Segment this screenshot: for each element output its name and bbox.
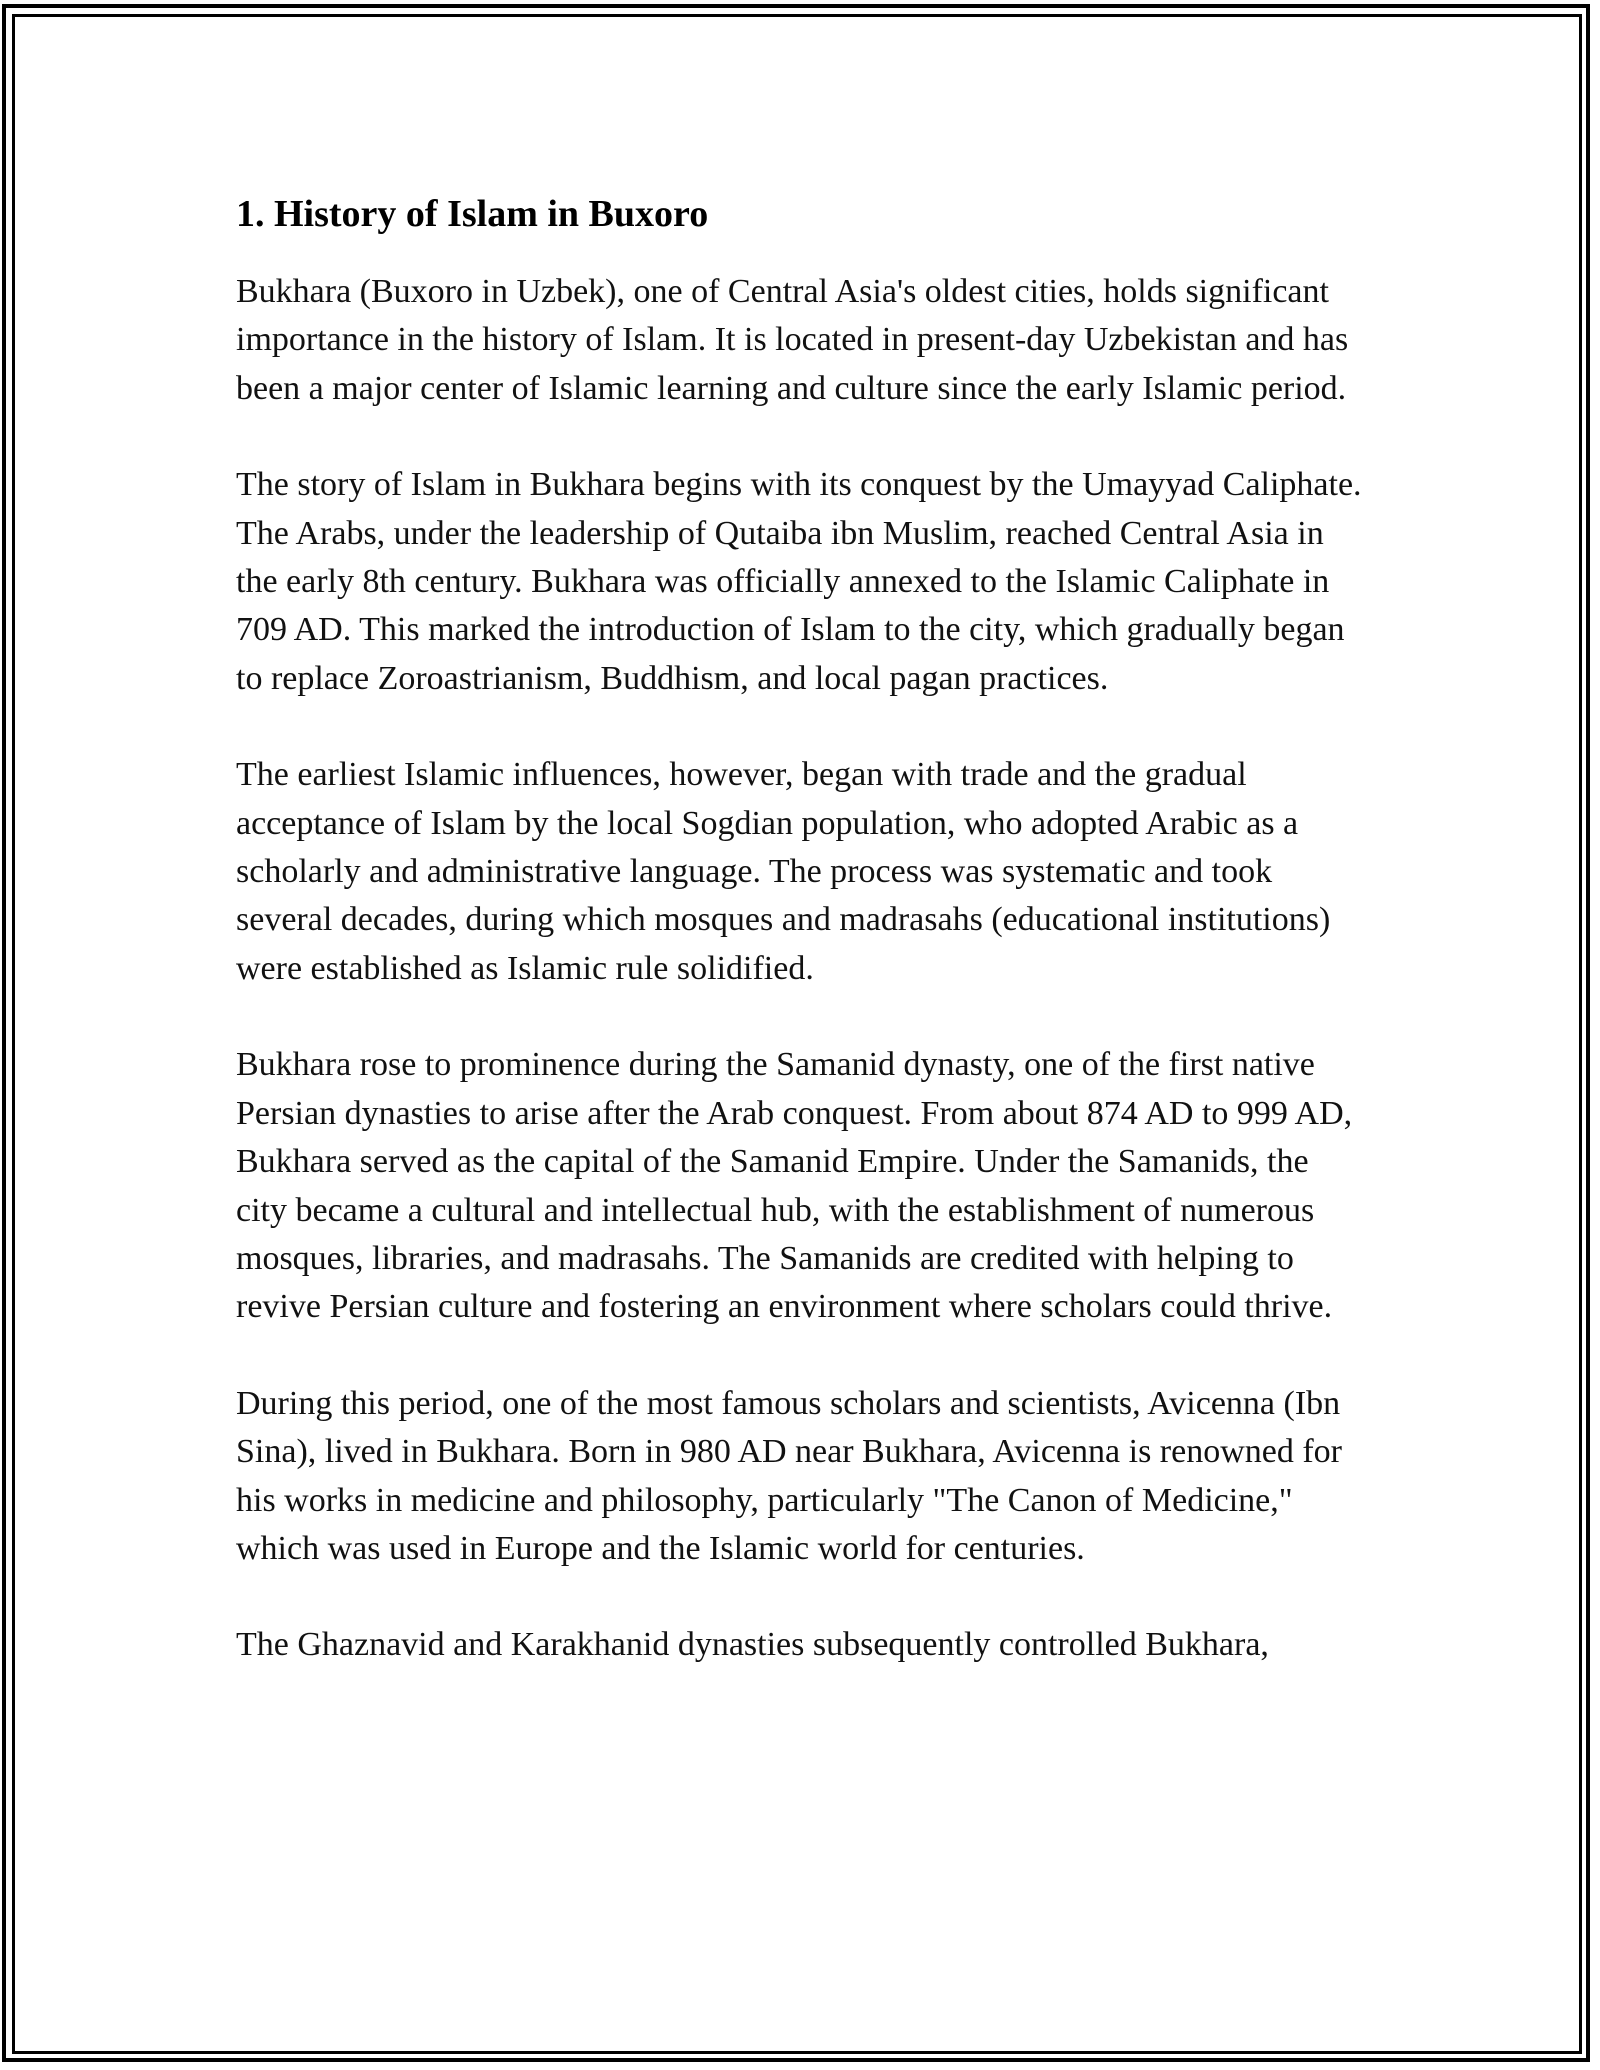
paragraph-5: During this period, one of the most famous scholars and scientists, Avicenna (Ibn Sina), lived in Bukhara. Born in 980 AD near Bukhara, Avicenna is renowned for his works in medicine and philosophy, particularly "The Canon of Medicine," which was used in Europe and the Islamic world for centuries. [236,1384,1342,1567]
paragraph-6: The Ghaznavid and Karakhanid dynasties subsequently controlled Bukhara, [236,1626,1269,1664]
paragraph-2: The story of Islam in Bukhara begins with its conquest by the Umayyad Caliphate. The Arabs, under the leadership of Qutaiba ibn Muslim, reached Central Asia in the early 8th century. Bukhara was officially annexed to the Islamic Caliphate in 709 AD. This marked the introduction of Islam to the city, which gradually began to replace Zoroastrianism, Buddhism, and local pagan practices. [236,466,1362,697]
paragraph-1: Bukhara (Buxoro in Uzbek), one of Central Asia's oldest cities, holds significant importance in the history of Islam. It is located in present-day Uzbekistan and has been a major center of Islamic learning and culture since the early Islamic period. [236,273,1349,407]
paragraph-3: The earliest Islamic influences, however, began with trade and the gradual acceptance of Islam by the local Sogdian population, who adopted Arabic as a scholarly and administrative language. The process was systematic and took several decades, during which mosques and madrasahs (educational institutions) were established as Islamic rule solidified. [236,756,1331,987]
paragraph-4: Bukhara rose to prominence during the Samanid dynasty, one of the first native Persian dynasties to arise after the Arab conquest. From about 874 AD to 999 AD, Bukhara served as the capital of the Samanid Empire. Under the Samanids, the city became a cultural and intellectual hub, with the establishment of numerous mosques, libraries, and madrasahs. The Samanids are credited with helping to revive Persian culture and fostering an environment where scholars could thrive. [236,1046,1353,1326]
section-heading: 1. History of Islam in Buxoro [236,193,709,235]
document-body [236,188,1366,1718]
